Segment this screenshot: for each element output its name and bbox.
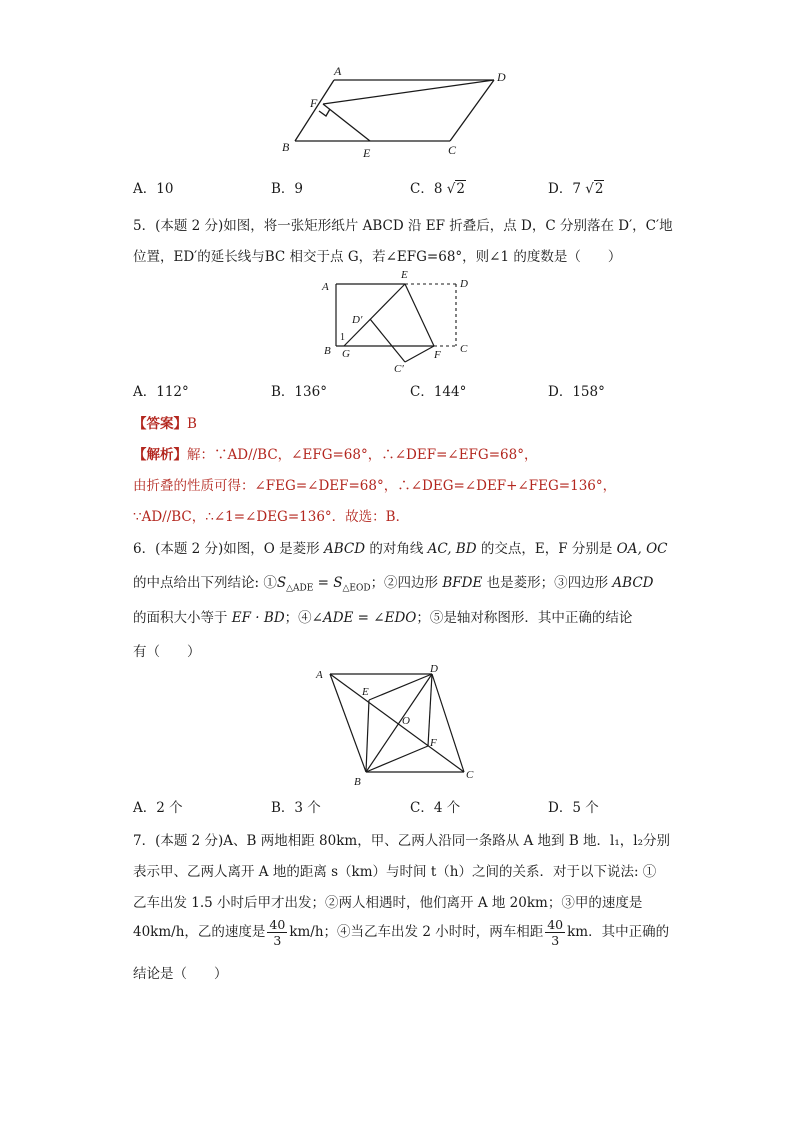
label-D: D [460,278,468,290]
label-Cprime: C′ [394,363,404,375]
q5-option-d: D．158° [548,384,605,400]
q7-stem-line2: 表示甲、乙两人离开 A 地的距离 s（km）与时间 t（h）之间的关系．对于以下说法: ① [133,864,657,880]
label-A: A [334,64,342,78]
seg-DF [428,674,432,746]
q7-stem-line3: 乙车出发 1.5 小时后甲才出发；②两人相遇时，他们离开 A 地 20km；③甲的速度是 [133,895,643,911]
seg-AB [330,674,366,772]
label-E: E [362,686,369,698]
q5-option-c: C．144° [410,384,467,400]
q6-option-c: C．4 个 [410,800,461,816]
seg-EB [366,700,369,772]
label-E: E [363,146,371,160]
q4-option-b: B．9 [271,181,304,197]
fraction-40-3-b: $\frac{40}{3}$ [547,917,564,948]
q5-analysis-line1: 【解析】解：∵AD//BC，∠EFG=68°，∴∠DEF=∠EFG=68°， [133,447,538,463]
seg-EF [405,284,434,346]
label-F: F [434,349,441,361]
q4-option-c: C．8 √2 [410,181,465,197]
label-A: A [316,669,323,681]
seg-CprimeF [405,346,434,362]
q5-option-b: B．136° [271,384,327,400]
label-C: C [448,143,457,157]
q4-option-d: D．7 √2 [548,181,604,197]
seg-DprimeCprime [370,319,405,362]
q5-analysis-line3: ∵AD//BC，∴∠1=∠DEG=136°．故选：B． [133,509,410,525]
label-O: O [402,715,410,727]
q5-analysis-line2: 由折叠的性质可得：∠FEG=∠DEF=68°，∴∠DEG=∠DEF+∠FEG=136°， [133,478,617,494]
label-B: B [354,776,361,788]
label-angle-1: 1 [340,332,345,343]
label-Dprime: D′ [352,314,363,326]
q6-option-b: B．3 个 [271,800,321,816]
figure-parallelogram [270,60,530,162]
seg-AB [295,80,334,141]
label-B: B [282,140,290,154]
q6-option-a: A．2 个 [133,800,183,816]
label-C: C [460,343,468,355]
q5-stem-line2: 位置，ED′的延长线与BC 相交于点 G，若∠EFG=68°，则∠1 的度数是（ ） [133,249,622,265]
q5-stem-line1: 5．(本题 2 分)如图，将一张矩形纸片 ABCD 沿 EF 折叠后，点 D，C 分别落在 D′，C′地 [133,218,673,234]
label-F: F [430,737,437,749]
seg-DC [432,674,464,772]
seg-BD [366,674,432,772]
right-angle-mark [319,109,330,116]
label-D: D [497,70,506,84]
label-C: C [466,769,474,781]
label-E: E [401,269,408,281]
label-A: A [322,281,329,293]
figure-folded-rectangle [312,266,482,376]
label-B: B [324,345,331,357]
q6-stem-line2: 的中点给出下列结论: $①S_{\triangle ADE} = S_{\triangle EOD}$；②四边形 BFDE 也是菱形；③四边形 ABCD [133,575,654,594]
q5-option-a: A．112° [133,384,189,400]
seg-DC [450,80,494,141]
q5-answer: 【答案】B [133,416,197,432]
q6-stem-line4: 有（ ） [133,644,201,660]
q6-stem-line3: 的面积大小等于 EF · BD；④∠ADE = ∠EDO；⑤是轴对称图形．其中正确的结论 [133,610,633,626]
q6-stem-line1: 6．(本题 2 分)如图，O 是菱形 ABCD 的对角线 AC, BD 的交点，E，F 分别是 OA, OC [133,541,668,557]
figure-rhombus [310,660,490,790]
label-G: G [342,348,350,360]
label-D: D [430,663,438,675]
label-F: F [310,96,318,110]
seg-FD [323,80,494,104]
q7-stem-line4: 40km/h，乙的速度是 $\frac{40}{3}$ km/h；④当乙车出发 2 小时时，两车相距 $\frac{40}{3}$ km．其中正确的 [133,917,670,948]
q4-option-a: A．10 [133,181,174,197]
fraction-40-3-a: $\frac{40}{3}$ [269,917,286,948]
q7-stem-line5: 结论是（ ） [133,966,228,982]
q6-option-d: D．5 个 [548,800,599,816]
q7-stem-line1: 7．(本题 2 分)A、B 两地相距 80km，甲、乙两人沿同一条路从 A 地到 B 地．l₁，l₂分别 [133,833,670,849]
